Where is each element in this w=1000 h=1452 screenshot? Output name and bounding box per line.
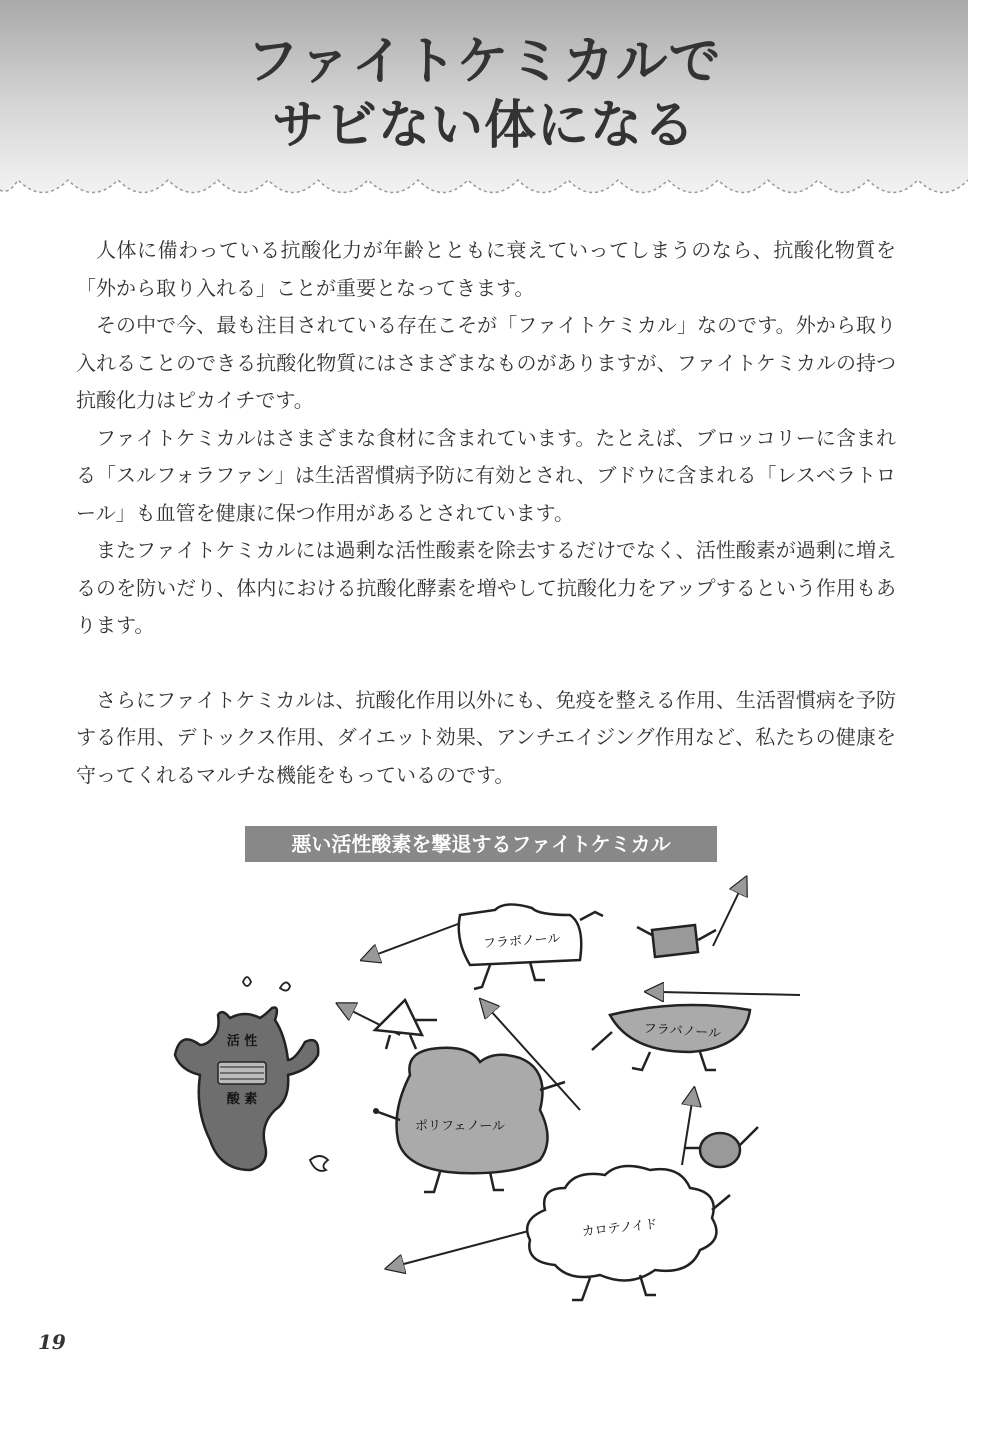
paragraph: さらにファイトケミカルは、抗酸化作用以外にも、免疫を整える作用、生活習慣病を予防する作用、デトックス作用、ダイエット効果、アンチエイジング作用など、私たちの健康を守ってくれるマルチな機能をもっているのです。: [76, 687, 896, 787]
figure-caption: 悪い活性酸素を撃退するファイトケミカル: [245, 826, 717, 862]
paragraph: 人体に備わっている抗酸化力が年齢とともに衰えていってしまうのなら、抗酸化物質を「外から取り入れる」ことが重要となってきます。: [76, 238, 896, 300]
flavonol-label: フラボノール: [482, 931, 561, 952]
carotenoid-label: カロテノイド: [581, 1217, 659, 1240]
monster-label-1: 活 性: [226, 1034, 258, 1049]
square-character: [637, 890, 740, 957]
page-number: 19: [38, 1330, 66, 1354]
monster-label-2: 酸 素: [226, 1092, 258, 1107]
paragraph: ファイトケミカルはさまざまな食材に含まれています。たとえば、ブロッコリーに含まれる「スルフォラファン」は生活習慣病予防に有効とされ、ブドウに含まれる「レスベラトロール」も血管を健康に保つ作用があるとされています。: [76, 425, 896, 525]
page-header: [0, 0, 968, 210]
polyphenol-character: [373, 1010, 580, 1192]
title-line-1: ファイトケミカルで: [246, 32, 722, 92]
paragraph: その中で今、最も注目されている存在こそが「ファイトケミカル」なのです。外から取り入れることのできる抗酸化物質にはさまざまなものがありますが、ファイトケミカルの持つ抗酸化力はピカイチです。: [76, 313, 896, 412]
flavanol-label: フラバノール: [643, 1021, 722, 1042]
active-oxygen-monster: [175, 977, 328, 1171]
circle-character: [682, 1102, 758, 1167]
title-line-2: サビない体になる: [271, 96, 696, 156]
triangle-character: [350, 1000, 437, 1049]
polyphenol-label: ポリフェノール: [415, 1119, 505, 1134]
page-title: [0, 30, 968, 158]
body-text: [76, 232, 896, 794]
paragraph: またファイトケミカルには過剰な活性酸素を除去するだけでなく、活性酸素が過剰に増えるのを防いだり、体内における抗酸化酵素を増やして抗酸化力をアップするという作用もあります。: [76, 538, 896, 637]
flavonol-character: [375, 904, 603, 989]
flavanol-character: [592, 992, 800, 1070]
carotenoid-character: [400, 1166, 730, 1300]
illustration: [160, 870, 840, 1320]
